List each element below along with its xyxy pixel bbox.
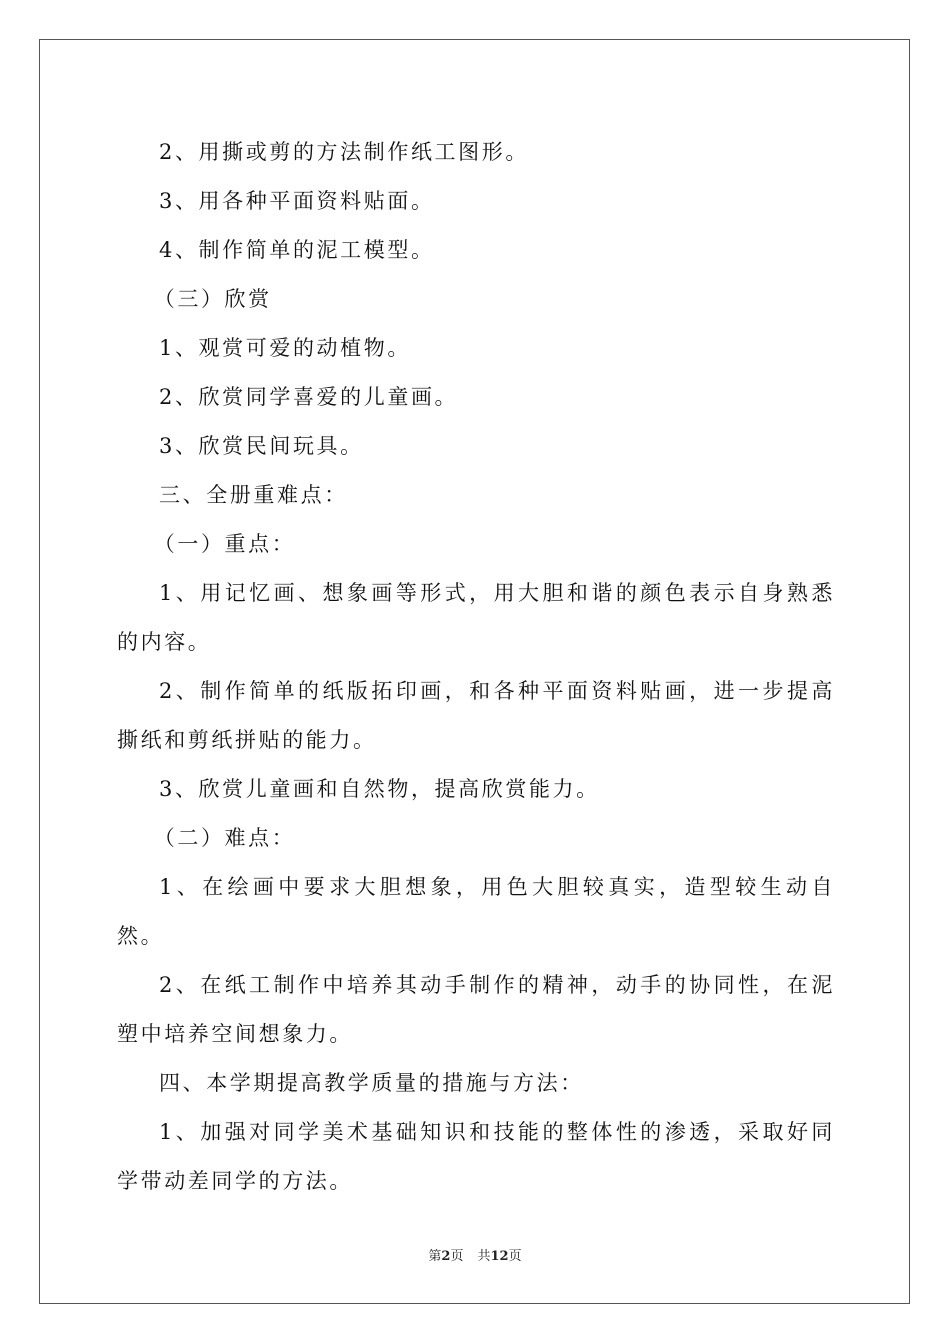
paragraph: 1、用记忆画、想象画等形式，用大胆和谐的颜色表示自身熟悉的内容。 [117,581,835,654]
paragraph: 2、欣赏同学喜爱的儿童画。 [159,385,459,409]
paragraph: 2、制作简单的纸版拓印画，和各种平面资料贴画，进一步提高撕纸和剪纸拼贴的能力。 [117,679,835,752]
total-suffix: 页 [508,1249,522,1264]
section-heading: 三、全册重难点： [159,483,348,507]
paragraph: 4、制作简单的泥工模型。 [159,238,435,262]
page-number: 2 [441,1249,451,1264]
paragraph: 2、在纸工制作中培养其动手制作的精神，动手的协同性，在泥塑中培养空间想象力。 [117,973,835,1046]
page-prefix: 第 [428,1249,442,1264]
section-heading: （三）欣赏 [153,287,272,311]
section-heading: 四、本学期提高教学质量的措施与方法： [159,1071,584,1095]
paragraph: 3、欣赏儿童画和自然物，提高欣赏能力。 [159,777,600,801]
paragraph: 3、欣赏民间玩具。 [159,434,364,458]
section-heading: （二）难点： [153,826,296,850]
paragraph: 1、观赏可爱的动植物。 [159,336,411,360]
paragraph: 2、用撕或剪的方法制作纸工图形。 [159,140,529,164]
total-pages: 12 [490,1249,509,1264]
page-suffix: 页 [450,1249,464,1264]
paragraph: 1、加强对同学美术基础知识和技能的整体性的渗透，采取好同学带动差同学的方法。 [117,1120,835,1193]
paragraph: 1、在绘画中要求大胆想象，用色大胆较真实，造型较生动自然。 [117,875,835,948]
document-body [117,128,835,1206]
total-prefix: 共 [477,1249,491,1264]
paragraph: 3、用各种平面资料贴面。 [159,189,435,213]
section-heading: （一）重点： [153,532,296,556]
page-footer [0,1245,950,1264]
